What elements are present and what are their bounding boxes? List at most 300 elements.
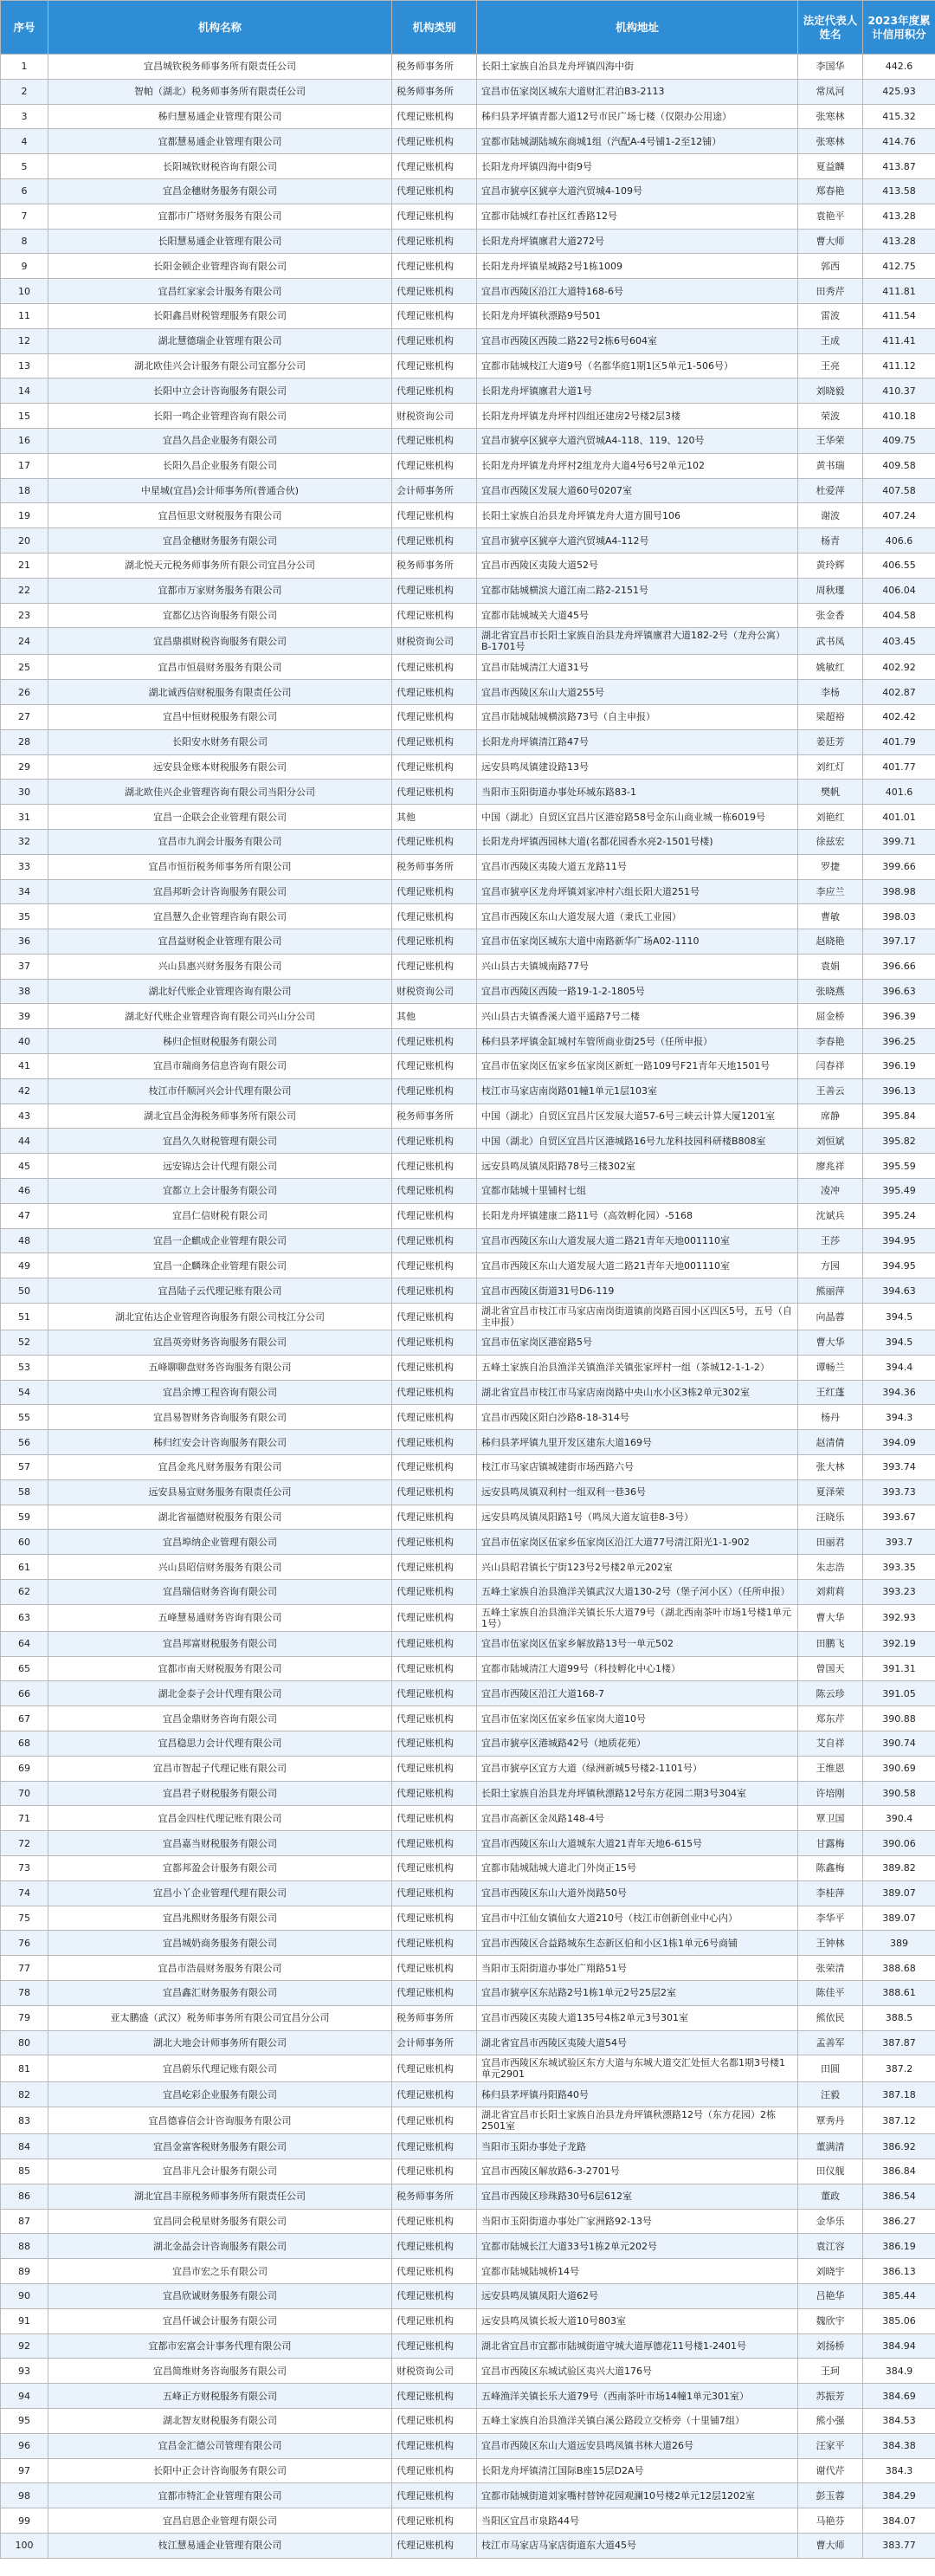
cell-representative: 王成 [798,328,863,353]
table-row [1,503,935,528]
cell-representative: 马艳芬 [798,2508,863,2534]
cell-name: 宜昌嘉当财税服务有限公司 [48,1831,392,1856]
cell-no: 77 [1,1956,48,1981]
cell-category: 代理记账机构 [392,1355,477,1380]
cell-no: 15 [1,404,48,429]
cell-address: 远安县鸣凤镇凤阳路78号三楼302室 [477,1154,798,1179]
table-row [1,1656,935,1681]
cell-representative: 曹敏 [798,904,863,929]
cell-address: 宜昌市猇亭区东站路2号1栋1单元2号25层2室 [477,1980,798,2005]
cell-name: 宜昌瑞信财务咨询有限公司 [48,1580,392,1605]
cell-no: 19 [1,503,48,528]
cell-address: 宜昌市西陵区解放路6-3-2701号 [477,2159,798,2184]
cell-score: 406.6 [863,528,935,553]
cell-category: 会计师事务所 [392,2030,477,2055]
cell-name: 宜昌一企麒成企业管理有限公司 [48,1228,392,1253]
cell-no: 87 [1,2209,48,2234]
cell-score: 411.81 [863,279,935,304]
cell-score: 409.58 [863,453,935,478]
cell-score: 387.12 [863,2107,935,2134]
cell-category: 代理记账机构 [392,1455,477,1480]
cell-category: 代理记账机构 [392,1253,477,1278]
cell-category: 代理记账机构 [392,1731,477,1757]
cell-category: 代理记账机构 [392,1831,477,1856]
cell-representative: 陈鑫梅 [798,1855,863,1880]
cell-category: 税务师事务所 [392,2005,477,2030]
cell-name: 宜昌稳思力会计代理有限公司 [48,1731,392,1757]
cell-no: 100 [1,2533,48,2558]
cell-name: 宜昌陆子云代理记账有限公司 [48,1278,392,1304]
cell-category: 代理记账机构 [392,154,477,179]
cell-score: 399.66 [863,854,935,879]
cell-no: 3 [1,104,48,129]
cell-no: 17 [1,453,48,478]
cell-category: 代理记账机构 [392,603,477,628]
cell-category: 代理记账机构 [392,1278,477,1304]
cell-score: 390.69 [863,1756,935,1781]
cell-category: 代理记账机构 [392,503,477,528]
cell-no: 38 [1,979,48,1004]
cell-category: 代理记账机构 [392,655,477,680]
cell-category: 代理记账机构 [392,1154,477,1179]
cell-score: 401.01 [863,805,935,830]
cell-score: 394.63 [863,1278,935,1304]
cell-score: 386.54 [863,2184,935,2209]
cell-address: 中国（湖北）自贸区宜昌片区发展大道57-6号三峡云计算大厦1201室 [477,1104,798,1129]
table-row [1,904,935,929]
cell-category: 代理记账机构 [392,1631,477,1656]
cell-address: 中国（湖北）自贸区宜昌片区港窑路58号金东山商业城一栋6019号 [477,805,798,830]
cell-address: 湖北省宜昌市枝江市马家店南岗路中央山水小区3栋2单元302室 [477,1380,798,1405]
table-row [1,2308,935,2333]
cell-address: 宜都市陆城红春社区红香路12号 [477,204,798,229]
cell-name: 远安县易宣财务服务有限责任公司 [48,1479,392,1505]
cell-address: 远安县鸣凤镇长坂大道10号803室 [477,2308,798,2333]
cell-representative: 郑春艳 [798,178,863,204]
table-row [1,528,935,553]
cell-name: 宜都市万家财务服务有限公司 [48,578,392,603]
table-row [1,1681,935,1706]
cell-name: 湖北欧佳兴企业管理咨询有限公司当阳分公司 [48,780,392,805]
cell-no: 83 [1,2107,48,2134]
cell-no: 12 [1,328,48,353]
table-row [1,854,935,879]
cell-name: 宜昌久久财税管理有限公司 [48,1129,392,1154]
table-row [1,1806,935,1831]
cell-representative: 曾国天 [798,1656,863,1681]
cell-name: 宜昌邦昕会计咨询服务有限公司 [48,879,392,904]
cell-no: 36 [1,929,48,955]
cell-category: 代理记账机构 [392,229,477,254]
cell-address: 湖北省宜昌市长阳土家族自治县龙舟坪镇秋漂路12号（东方花园）2栋2501室 [477,2107,798,2134]
table-row [1,879,935,904]
cell-score: 415.32 [863,104,935,129]
header-no: 序号 [1,1,48,55]
cell-score: 393.74 [863,1455,935,1480]
cell-no: 99 [1,2508,48,2534]
cell-score: 395.59 [863,1154,935,1179]
cell-name: 宜昌蔚乐代理记账有限公司 [48,2055,392,2082]
cell-no: 84 [1,2134,48,2159]
cell-address: 宜昌市西陵区东山大道远安县鸣凤镇书林大道26号 [477,2433,798,2458]
cell-no: 24 [1,628,48,655]
cell-representative: 袁艳平 [798,204,863,229]
cell-address: 枝江市马家店镇城建街市场西路六号 [477,1455,798,1480]
cell-name: 长阳城钦财税咨询有限公司 [48,154,392,179]
cell-address: 长阳龙舟坪镇清江国际B座15层D2A号 [477,2458,798,2483]
cell-name: 宜昌启恩企业管理有限公司 [48,2508,392,2534]
table-row [1,2159,935,2184]
cell-representative: 刘晓宇 [798,2259,863,2284]
cell-score: 385.06 [863,2308,935,2333]
cell-no: 81 [1,2055,48,2082]
cell-score: 406.55 [863,553,935,578]
cell-address: 宜昌市西陵区西陵一路19-1-2-1805号 [477,979,798,1004]
cell-name: 长阳一鸣企业管理咨询有限公司 [48,404,392,429]
cell-address: 当阳市玉阳街道办事处广翔路51号 [477,1956,798,1981]
table-row [1,1631,935,1656]
cell-score: 409.75 [863,428,935,453]
cell-name: 宜昌金汇德公司管理有限公司 [48,2433,392,2458]
cell-name: 宜昌市九润会计服务有限公司 [48,829,392,854]
cell-no: 86 [1,2184,48,2209]
cell-score: 383.77 [863,2533,935,2558]
cell-name: 枝江市仟顺河兴会计代理有限公司 [48,1078,392,1104]
cell-address: 宜昌市陆城陆城横滨路73号（自主申报） [477,704,798,729]
cell-category: 代理记账机构 [392,129,477,154]
cell-score: 393.35 [863,1555,935,1580]
cell-representative: 罗捷 [798,854,863,879]
cell-score: 413.28 [863,229,935,254]
cell-representative: 曹大师 [798,2533,863,2558]
cell-no: 66 [1,1681,48,1706]
cell-category: 其他 [392,1004,477,1029]
cell-representative: 樊帆 [798,780,863,805]
cell-address: 宜昌市西陵区街道31号D6-119 [477,1278,798,1304]
table-row [1,1956,935,1981]
cell-score: 392.19 [863,1631,935,1656]
cell-address: 长阳龙舟坪镇西园林大道(名都花园香水亮2-1501号楼) [477,829,798,854]
cell-score: 390.06 [863,1831,935,1856]
cell-score: 394.5 [863,1304,935,1330]
cell-address: 宜昌市西陵区沿江大道168-7 [477,1681,798,1706]
cell-score: 411.12 [863,353,935,379]
cell-category: 代理记账机构 [392,2458,477,2483]
cell-category: 代理记账机构 [392,2333,477,2359]
cell-address: 宜昌市西陵区珍珠路30号6层612室 [477,2184,798,2209]
table-row [1,1203,935,1228]
cell-representative: 李国华 [798,55,863,80]
table-row [1,603,935,628]
cell-score: 401.79 [863,729,935,754]
cell-address: 宜昌市西陵区东城试验区东方大道与东城大道交汇处恒大名都1期3号楼1单元2901 [477,2055,798,2082]
table-row [1,1129,935,1154]
cell-representative: 荣波 [798,404,863,429]
cell-category: 代理记账机构 [392,2533,477,2558]
table-row [1,1756,935,1781]
cell-score: 389.07 [863,1880,935,1906]
cell-score: 387.2 [863,2055,935,2082]
cell-name: 五峰慧易通财务咨询有限公司 [48,1604,392,1631]
cell-address: 五峰渔洋关镇长乐大道79号（西南茶叶市场14幢1单元301室） [477,2384,798,2409]
cell-name: 亚太鹏盛（武汉）税务师事务所有限公司宜昌分公司 [48,2005,392,2030]
cell-name: 宜昌同会税星财务服务有限公司 [48,2209,392,2234]
cell-name: 宜昌一企联会企业管理有限公司 [48,805,392,830]
cell-representative: 沈斌兵 [798,1203,863,1228]
cell-no: 26 [1,680,48,705]
cell-address: 长阳土家族自治县龙舟坪镇秋漂路12号东方花园二期3号304室 [477,1781,798,1806]
cell-category: 代理记账机构 [392,2283,477,2308]
cell-name: 宜昌兆熙财务服务有限公司 [48,1906,392,1931]
cell-score: 394.3 [863,1405,935,1430]
cell-no: 73 [1,1855,48,1880]
cell-score: 410.37 [863,379,935,404]
cell-representative: 赵清倩 [798,1430,863,1455]
cell-category: 代理记账机构 [392,1304,477,1330]
cell-category: 代理记账机构 [392,1656,477,1681]
cell-score: 442.6 [863,55,935,80]
cell-address: 宜昌市西陵区发展大道60号0207室 [477,478,798,503]
cell-name: 宜昌邦富财税服务有限公司 [48,1631,392,1656]
cell-address: 中国（湖北）自贸区宜昌片区港城路16号九龙科技园科研楼B808室 [477,1129,798,1154]
cell-no: 80 [1,2030,48,2055]
cell-score: 411.54 [863,303,935,328]
cell-representative: 夏泽荣 [798,1479,863,1505]
cell-representative: 曹大师 [798,229,863,254]
cell-no: 35 [1,904,48,929]
cell-name: 长阳中正会计咨询服务有限公司 [48,2458,392,2483]
cell-representative: 周秋瑾 [798,578,863,603]
cell-category: 代理记账机构 [392,1380,477,1405]
cell-address: 兴山县昭君镇长宁街123号2号楼2单元202室 [477,1555,798,1580]
cell-name: 五峰正方财税服务有限公司 [48,2384,392,2409]
cell-address: 湖北省宜昌市西陵区夷陵大道54号 [477,2030,798,2055]
cell-representative: 张寒林 [798,129,863,154]
cell-name: 宜昌一企麟珠企业管理有限公司 [48,1253,392,1278]
cell-no: 44 [1,1129,48,1154]
cell-address: 秭归县茅坪镇青都大道12号市民广场七楼（仅限办公用途） [477,104,798,129]
cell-category: 代理记账机构 [392,2384,477,2409]
cell-representative: 向晶蓉 [798,1304,863,1330]
cell-no: 58 [1,1479,48,1505]
table-row [1,1931,935,1956]
cell-category: 代理记账机构 [392,1029,477,1054]
cell-score: 425.93 [863,79,935,104]
cell-no: 63 [1,1604,48,1631]
cell-name: 智帕（湖北）税务师事务所有限责任公司 [48,79,392,104]
cell-representative: 袁江容 [798,2234,863,2259]
cell-address: 宜昌市西陵区东山大道发展大道二路21青年天地001110室 [477,1228,798,1253]
cell-no: 27 [1,704,48,729]
cell-name: 长阳金顿企业管理咨询有限公司 [48,254,392,279]
table-row [1,578,935,603]
cell-no: 2 [1,79,48,104]
table-row [1,2005,935,2030]
cell-name: 长阳安水财务有限公司 [48,729,392,754]
cell-representative: 熊小强 [798,2408,863,2433]
cell-address: 五峰土家族自治县渔洋关镇长乐大道79号（湖北西南茶叶市场1号楼1单元1号） [477,1604,798,1631]
cell-address: 宜昌市猇亭区港城路42号（地质花苑） [477,1731,798,1757]
cell-score: 389.82 [863,1855,935,1880]
cell-representative: 陈佳平 [798,1980,863,2005]
table-row [1,303,935,328]
cell-name: 宜昌鑫汇财务服务有限公司 [48,1980,392,2005]
cell-name: 宜昌金鼎财务咨询有限公司 [48,1706,392,1731]
cell-score: 396.19 [863,1054,935,1079]
cell-name: 宜昌市智起子代理记账有限公司 [48,1756,392,1781]
cell-representative: 刘恒斌 [798,1129,863,1154]
cell-representative: 凌冲 [798,1179,863,1204]
table-row [1,1278,935,1304]
table-row [1,453,935,478]
cell-address: 枝江市马家店南岗路01幢1单元1层103室 [477,1078,798,1104]
cell-category: 财税资询公司 [392,404,477,429]
cell-address: 宜昌市西陵区合益路城东生态新区伯和小区1栋1单元6号商铺 [477,1931,798,1956]
table-row [1,1304,935,1330]
cell-address: 宜昌市猇亭区猇亭大道汽贸城A4-118、119、120号 [477,428,798,453]
cell-score: 414.76 [863,129,935,154]
cell-representative: 闫春祥 [798,1054,863,1079]
cell-score: 396.25 [863,1029,935,1054]
cell-category: 代理记账机构 [392,1980,477,2005]
cell-name: 秭归慧易通企业管理有限公司 [48,104,392,129]
cell-category: 代理记账机构 [392,1330,477,1356]
cell-no: 42 [1,1078,48,1104]
cell-score: 403.45 [863,628,935,655]
cell-score: 398.03 [863,904,935,929]
cell-category: 代理记账机构 [392,1906,477,1931]
table-row [1,1731,935,1757]
table-row [1,478,935,503]
cell-no: 43 [1,1104,48,1129]
table-row [1,254,935,279]
cell-score: 386.19 [863,2234,935,2259]
cell-no: 71 [1,1806,48,1831]
cell-address: 宜昌市陆城清江大道31号 [477,655,798,680]
cell-no: 10 [1,279,48,304]
cell-name: 湖北宜昌丰原税务师事务所有限责任公司 [48,2184,392,2209]
cell-no: 39 [1,1004,48,1029]
cell-address: 湖北省宜昌市长阳土家族自治县龙舟坪镇廪君大道182-2号（龙舟公寓）B-1701号 [477,628,798,655]
cell-representative: 田丽君 [798,1530,863,1555]
table-row [1,1530,935,1555]
cell-category: 代理记账机构 [392,680,477,705]
cell-name: 长阳中立会计咨询服务有限公司 [48,379,392,404]
cell-score: 396.63 [863,979,935,1004]
cell-score: 389.07 [863,1906,935,1931]
cell-representative: 谢代芹 [798,2458,863,2483]
cell-no: 55 [1,1405,48,1430]
cell-score: 389 [863,1931,935,1956]
cell-address: 长阳龙舟坪镇龙舟坪村2组龙舟大道4号6号2单元102 [477,453,798,478]
cell-category: 代理记账机构 [392,279,477,304]
cell-no: 90 [1,2283,48,2308]
cell-category: 税务师事务所 [392,1104,477,1129]
cell-address: 宜昌市西陵区东山大道城东大道21青年天地6-615号 [477,1831,798,1856]
cell-representative: 张金香 [798,603,863,628]
cell-no: 62 [1,1580,48,1605]
cell-score: 386.84 [863,2159,935,2184]
table-row [1,1580,935,1605]
cell-representative: 甘露梅 [798,1831,863,1856]
table-row [1,553,935,578]
cell-name: 远安县金账本财税服务有限公司 [48,754,392,780]
cell-name: 宜昌屹彩企业服务有限公司 [48,2082,392,2107]
cell-no: 23 [1,603,48,628]
cell-name: 湖北智友财税服务有限公司 [48,2408,392,2433]
cell-category: 代理记账机构 [392,328,477,353]
cell-representative: 汪晓乐 [798,1505,863,1530]
cell-no: 88 [1,2234,48,2259]
cell-address: 宜都市陆城陆城桥14号 [477,2259,798,2284]
header-category: 机构类别 [392,1,477,55]
cell-name: 宜昌英旁财务咨询服务有限公司 [48,1330,392,1356]
cell-score: 391.05 [863,1681,935,1706]
cell-no: 48 [1,1228,48,1253]
cell-category: 代理记账机构 [392,1479,477,1505]
table-row [1,2055,935,2082]
cell-score: 411.41 [863,328,935,353]
table-row [1,1706,935,1731]
cell-representative: 魏欣宇 [798,2308,863,2333]
cell-category: 代理记账机构 [392,1781,477,1806]
table-row [1,1505,935,1530]
cell-no: 75 [1,1906,48,1931]
cell-category: 代理记账机构 [392,1530,477,1555]
cell-address: 宜昌市西陵区东山大道发展大道（秉氏工业园） [477,904,798,929]
table-row [1,1179,935,1204]
cell-representative: 谢波 [798,503,863,528]
cell-score: 394.95 [863,1253,935,1278]
cell-address: 秭归县茅坪镇九里开发区建东大道169号 [477,1430,798,1455]
cell-score: 393.23 [863,1580,935,1605]
table-row [1,1479,935,1505]
cell-category: 代理记账机构 [392,453,477,478]
cell-name: 湖北好代账企业管理咨询有限公司兴山分公司 [48,1004,392,1029]
cell-category: 代理记账机构 [392,829,477,854]
table-row [1,1355,935,1380]
table-row [1,428,935,453]
cell-representative: 徐兹宏 [798,829,863,854]
cell-category: 代理记账机构 [392,1604,477,1631]
cell-name: 湖北大地会计师事务所有限公司 [48,2030,392,2055]
table-row [1,805,935,830]
cell-no: 89 [1,2259,48,2284]
cell-no: 49 [1,1253,48,1278]
cell-no: 61 [1,1555,48,1580]
cell-score: 395.82 [863,1129,935,1154]
table-row [1,1104,935,1129]
cell-address: 宜昌市伍家岗区伍家乡伍家岗区沿江大道77号清江阳光1-1-902 [477,1530,798,1555]
cell-score: 384.9 [863,2359,935,2384]
cell-score: 406.04 [863,578,935,603]
cell-name: 宜昌非凡会计服务有限公司 [48,2159,392,2184]
cell-no: 91 [1,2308,48,2333]
cell-score: 384.29 [863,2483,935,2508]
cell-address: 长阳土家族自治县龙舟坪镇四海中街 [477,55,798,80]
cell-no: 9 [1,254,48,279]
cell-category: 其他 [392,805,477,830]
table-row [1,2234,935,2259]
table-row [1,104,935,129]
cell-category: 代理记账机构 [392,204,477,229]
cell-representative: 姜廷芳 [798,729,863,754]
table-row [1,655,935,680]
table-row [1,754,935,780]
header-score: 2023年度累计信用积分 [863,1,935,55]
cell-score: 401.77 [863,754,935,780]
cell-representative: 常凤河 [798,79,863,104]
